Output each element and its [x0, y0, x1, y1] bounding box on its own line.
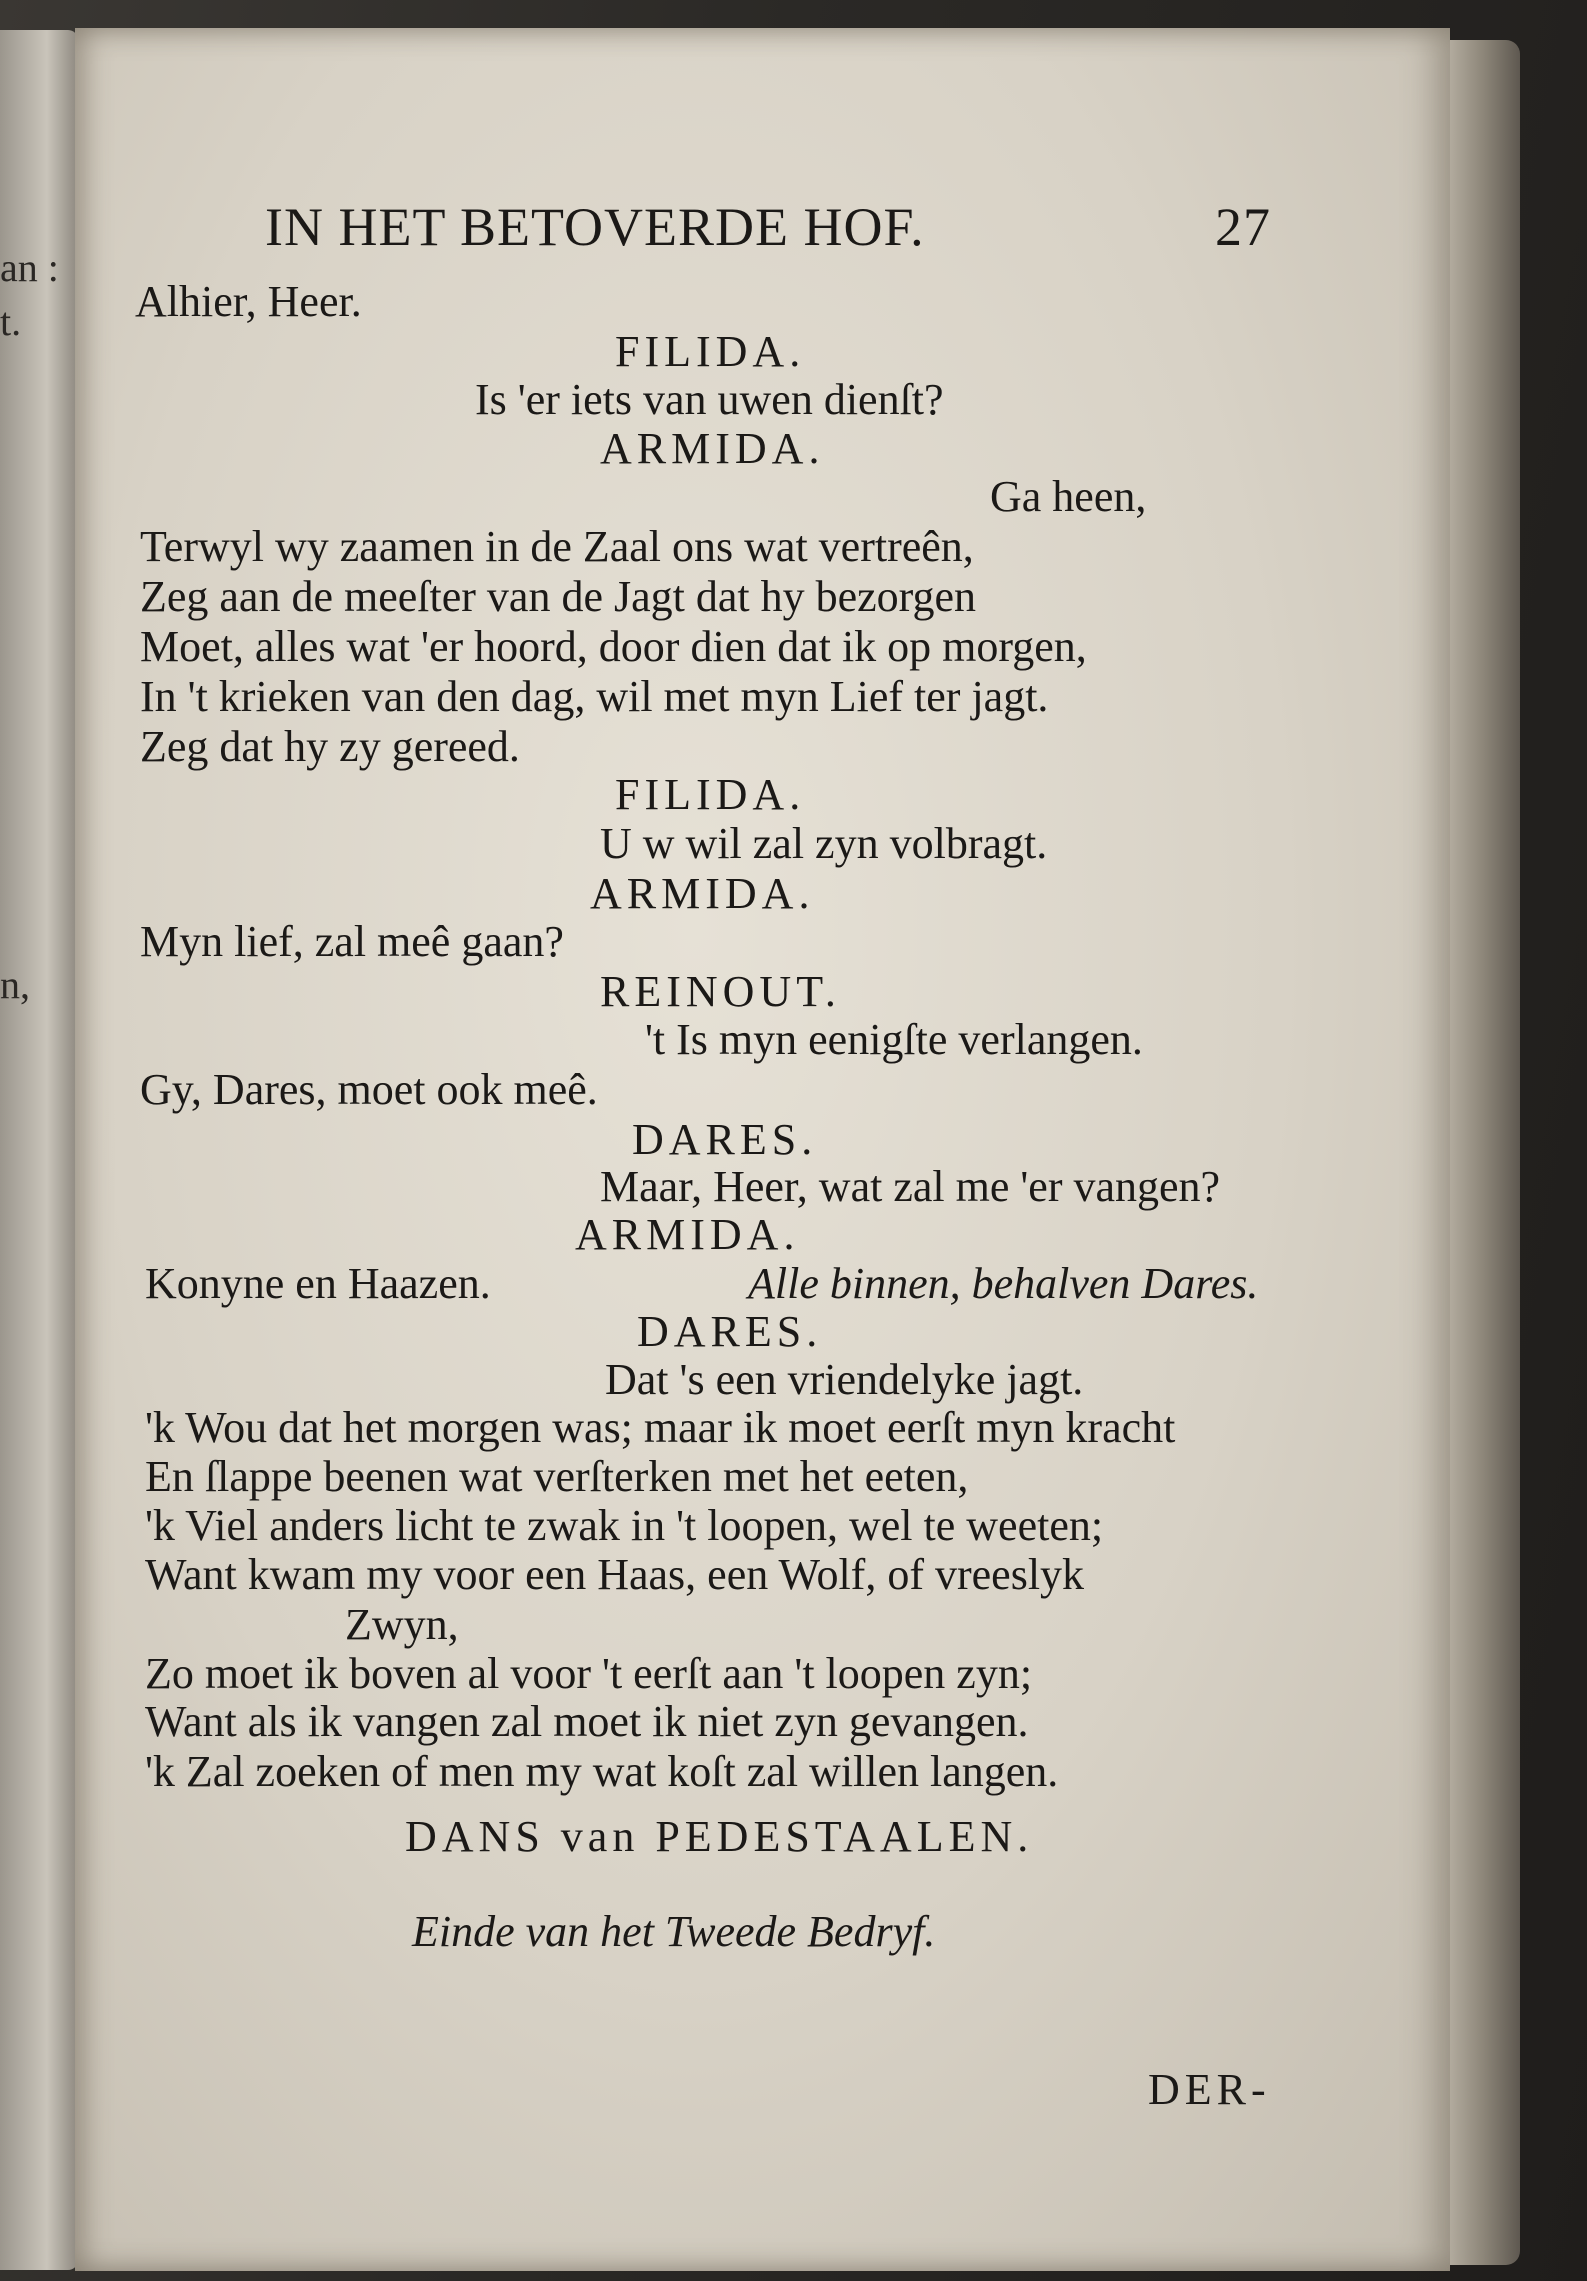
act-end-line: Einde van het Tweede Bedryf. — [412, 1907, 936, 1956]
text-line: Maar, Heer, wat zal me 'er vangen? — [600, 1162, 1221, 1211]
text-line: Zo moet ik boven al voor 't eerſt aan 't loopen zyn; — [145, 1649, 1033, 1698]
text-line: Alhier, Heer. — [135, 277, 362, 326]
text-line: 't Is myn eenigſte verlangen. — [645, 1015, 1143, 1064]
text-line: 'k Zal zoeken of men my wat koſt zal willen langen. — [145, 1747, 1059, 1796]
running-title: IN HET BETOVERDE HOF. — [265, 197, 925, 257]
speaker-name: REINOUT. — [600, 967, 841, 1016]
page-number: 27 — [1215, 197, 1271, 257]
catchword: DER- — [1148, 2065, 1271, 2114]
facing-page-fragment: t. — [0, 299, 22, 344]
text-line: Zwyn, — [345, 1600, 459, 1649]
stage-direction: Alle binnen, behalven Dares. — [748, 1259, 1259, 1308]
text-line: Want als ik vangen zal moet ik niet zyn gevangen. — [145, 1697, 1029, 1746]
facing-page-fragment: n, — [0, 962, 30, 1007]
facing-page-fragment: an : — [0, 245, 59, 290]
page-stack-edge — [1445, 40, 1520, 2265]
text-line: Moet, alles wat 'er hoord, door dien dat ik op morgen, — [140, 622, 1087, 671]
text-line: Ga heen, — [990, 472, 1147, 521]
text-line: U w wil zal zyn volbragt. — [600, 819, 1048, 868]
text-line: Zeg aan de meeſter van de Jagt dat hy bezorgen — [140, 572, 977, 621]
text-line: Konyne en Haazen. — [145, 1259, 491, 1308]
speaker-name: ARMIDA. — [600, 424, 825, 473]
text-line: Zeg dat hy zy gereed. — [140, 722, 520, 771]
speaker-name: DARES. — [637, 1307, 823, 1356]
text-line: Want kwam my voor een Haas, een Wolf, of vreeslyk — [145, 1550, 1085, 1599]
text-line: In 't krieken van den dag, wil met myn Lief ter jagt. — [140, 672, 1049, 721]
speaker-name: ARMIDA. — [575, 1210, 800, 1259]
dance-heading: DANS van PEDESTAALEN. — [405, 1812, 1034, 1861]
text-line: Dat 's een vriendelyke jagt. — [605, 1355, 1084, 1404]
speaker-name: ARMIDA. — [590, 869, 815, 918]
text-line: 'k Viel anders licht te zwak in 't loopen, wel te weeten; — [145, 1501, 1104, 1550]
speaker-name: FILIDA. — [615, 770, 806, 819]
facing-page-edge — [0, 30, 78, 2270]
text-line: Terwyl wy zaamen in de Zaal ons wat vertreên, — [140, 522, 974, 571]
text-line: Gy, Dares, moet ook meê. — [140, 1065, 598, 1114]
speaker-name: FILIDA. — [615, 327, 806, 376]
text-line: Myn lief, zal meê gaan? — [140, 917, 564, 966]
text-line: En ſlappe beenen wat verſterken met het eeten, — [145, 1452, 969, 1501]
speaker-name: DARES. — [632, 1115, 818, 1164]
text-line: Is 'er iets van uwen dienſt? — [475, 375, 944, 424]
text-line: 'k Wou dat het morgen was; maar ik moet eerſt myn kracht — [145, 1403, 1176, 1452]
